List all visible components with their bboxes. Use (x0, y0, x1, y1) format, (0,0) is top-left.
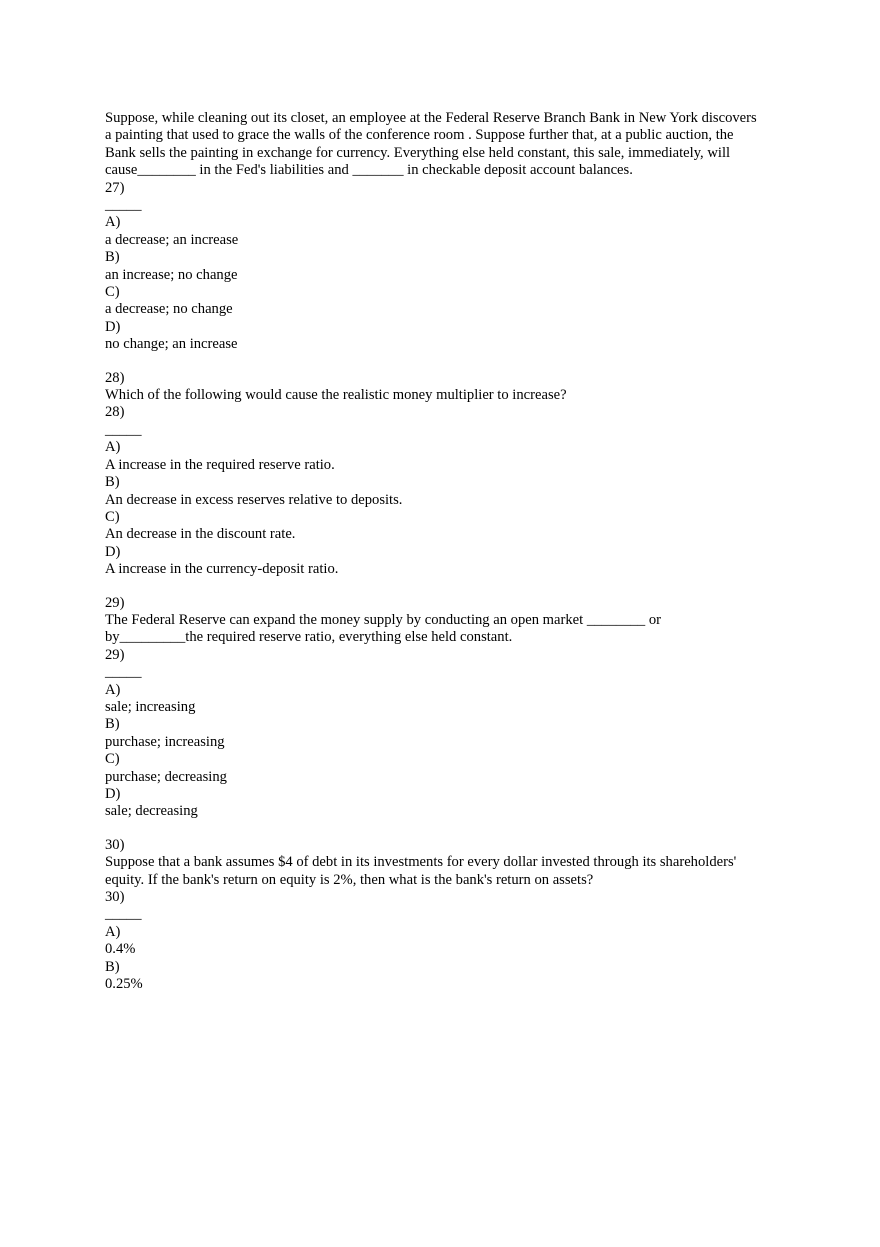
question-28-intro-number: 28) (105, 369, 125, 386)
question-29-stem-line-1: The Federal Reserve can expand the money supply by conducting an open market ________ or (105, 611, 662, 628)
question-27-option-a-letter: A) (105, 214, 121, 231)
question-29-option-a-letter: A) (105, 681, 121, 698)
question-28-option-d-text: A increase in the currency-deposit ratio. (105, 561, 339, 578)
spacer (105, 579, 805, 595)
spacer (105, 354, 805, 370)
question-30-option-a-letter: A) (105, 923, 121, 940)
question-30-option-a-text: 0.4% (105, 941, 136, 958)
question-29-answer-blank: _____ (105, 664, 142, 681)
question-29-intro-number: 29) (105, 594, 125, 611)
question-27-number: 27) (105, 179, 125, 196)
question-29-option-b-letter: B) (105, 716, 120, 733)
question-27-option-d-text: no change; an increase (105, 336, 238, 353)
question-28-option-b-text: An decrease in excess reserves relative to deposits. (105, 491, 403, 508)
question-29-option-d-text: sale; decreasing (105, 803, 198, 820)
question-29-option-c-text: purchase; decreasing (105, 768, 227, 785)
question-29 (105, 595, 805, 821)
exam-page (105, 110, 805, 993)
question-28-stem-line-1: Which of the following would cause the realistic money multiplier to increase? (105, 387, 567, 404)
question-27-answer-blank: _____ (105, 197, 142, 214)
question-29-option-d-letter: D) (105, 785, 121, 802)
question-28-option-b-letter: B) (105, 474, 120, 491)
question-27-stem-line-4: cause________ in the Fed's liabilities and _______ in checkable deposit account balances. (105, 162, 633, 179)
question-28-option-d-letter: D) (105, 543, 121, 560)
question-28-number: 28) (105, 404, 125, 421)
question-27-stem-line-2: a painting that used to grace the walls of the conference room . Suppose further that, at a public auction, the (105, 127, 734, 144)
question-30-answer-blank: _____ (105, 906, 142, 923)
question-27 (105, 110, 805, 354)
question-30-option-b-text: 0.25% (105, 976, 143, 993)
spacer (105, 821, 805, 837)
question-29-number: 29) (105, 646, 125, 663)
question-30-option-b-letter: B) (105, 958, 120, 975)
question-29-option-b-text: purchase; increasing (105, 733, 225, 750)
question-28-option-a-letter: A) (105, 439, 121, 456)
question-29-stem-line-2: by_________the required reserve ratio, everything else held constant. (105, 629, 513, 646)
question-28-option-a-text: A increase in the required reserve ratio. (105, 456, 335, 473)
question-28-option-c-letter: C) (105, 508, 120, 525)
question-30-number: 30) (105, 889, 125, 906)
question-27-stem-line-3: Bank sells the painting in exchange for currency. Everything else held constant, this sale, immediately, will (105, 144, 731, 161)
question-27-option-d-letter: D) (105, 318, 121, 335)
question-27-option-a-text: a decrease; an increase (105, 231, 239, 248)
question-30 (105, 837, 805, 994)
question-30-stem-line-1: Suppose that a bank assumes $4 of debt in its investments for every dollar invested through its shareholders' (105, 854, 737, 871)
question-28-answer-blank: _____ (105, 421, 142, 438)
question-29-option-a-text: sale; increasing (105, 698, 196, 715)
question-27-option-b-text: an increase; no change (105, 266, 238, 283)
question-28-option-c-text: An decrease in the discount rate. (105, 526, 296, 543)
question-27-option-c-letter: C) (105, 284, 120, 301)
question-28 (105, 370, 805, 579)
question-27-option-b-letter: B) (105, 249, 120, 266)
question-30-intro-number: 30) (105, 836, 125, 853)
question-29-option-c-letter: C) (105, 751, 120, 768)
question-27-stem-line-1: Suppose, while cleaning out its closet, an employee at the Federal Reserve Branch Bank in New York discovers (105, 110, 757, 126)
question-27-option-c-text: a decrease; no change (105, 301, 233, 318)
question-30-stem-line-2: equity. If the bank's return on equity is 2%, then what is the bank's return on assets? (105, 871, 594, 888)
